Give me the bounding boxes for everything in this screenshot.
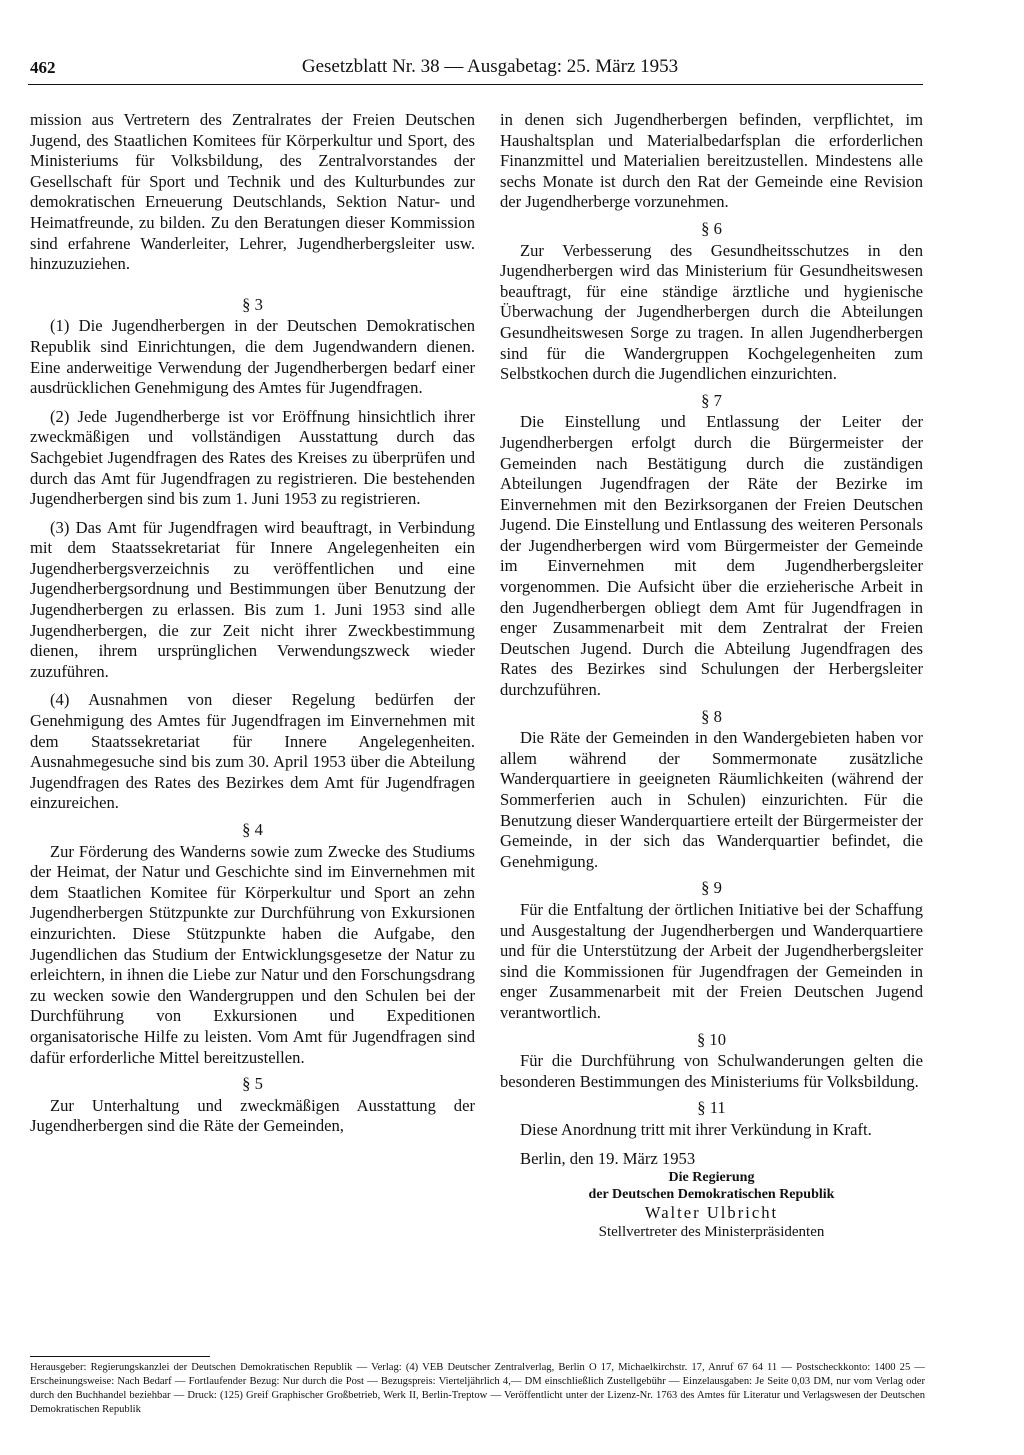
section-heading: § 3 [242,294,263,314]
paragraph: Zur Unterhaltung und zweckmäßigen Ausstattung der Jugendherbergen sind die Räte der Gemeinden, [30,1095,475,1136]
right-column [500,110,923,1242]
signature-authority: Die Regierung [668,1170,755,1186]
section-heading: § 10 [696,1029,727,1049]
paragraph: Für die Entfaltung der örtlichen Initiative bei der Schaffung und Ausgestaltung der Jugendherbergen und Wanderquartiere und für die Unterstützung der Arbeit der Jugendherbergsleiter sind die Kommissionen für Jugendfragen der Gemeinden in enger Zusammenarbeit mit der Freien Deutschen Jugend verantwortlich. [500,899,923,1022]
paragraph: Diese Anordnung tritt mit ihrer Verkündung in Kraft. [520,1119,872,1139]
paragraph: (1) Die Jugendherbergen in der Deutschen Demokratischen Republik sind Einrichtungen, die dem Jugendwandern dienen. Eine anderweitige Verwendung der Jugendherbergen bedarf einer ausdrücklichen Genehmigung des Amtes für Jugendfragen. [30,316,475,398]
section-heading: § 5 [242,1074,263,1094]
imprint: Herausgeber: Regierungskanzlei der Deutschen Demokratischen Republik — Verlag: (4) VEB Deutscher Zentralverlag, Berlin O 17, Michaelkirchstr. 17, Anruf 67 64 11 — Postscheckkonto: 1400 25 — Erscheinungsweise: Nach Bedarf — Fortlaufender Bezug: Nur durch die Post — Bezugspreis: Vierteljährlich 4,— DM einschließlich Zustellgebühr — Einzelausgaben: Je Seite 0,03 DM, nur vom Verlag oder durch den Buchhandel beziehbar — Druck: (125) Greif Graphischer Großbetrieb, Werk II, Berlin-Treptow — Veröffentlicht unter der Lizenz-Nr. 1763 des Amtes für Literatur und Verlagswesen der Deutschen Demokratischen Republik [30,1362,925,1415]
signatory-name: Walter Ulbricht [644,1203,779,1223]
section-heading: § 6 [701,218,722,238]
paragraph: Zur Verbesserung des Gesundheitsschutzes in den Jugendherbergen wird das Ministerium für Gesundheitswesen beauftragt, für eine ständige ärztliche und hygienische Überwachung der Jugendherbergen durch die Abteilungen Gesundheitswesen Sorge zu tragen. In allen Jugendherbergen sind für die Wandergruppen Kochgelegenheiten zum Selbstkochen durch die Jugendlichen einzurichten. [500,240,923,384]
paragraph: in denen sich Jugendherbergen befinden, verpflichtet, im Haushaltsplan und Materialbedarfsplan die erforderlichen Finanzmittel und Materialien bereitzustellen. Mindestens alle sechs Monate ist durch den Rat der Gemeinde eine Revision der Jugendherberge vorzunehmen. [500,110,923,212]
paragraph: Für die Durchführung von Schulwanderungen gelten die besonderen Bestimmungen des Ministeriums für Volksbildung. [500,1051,923,1091]
footer-rule [30,1356,210,1357]
section-heading: § 8 [701,706,722,726]
section-heading: § 7 [701,390,722,410]
paragraph: (2) Jede Jugendherberge ist vor Eröffnung hinsichtlich ihrer zweckmäßigen und vollständigen Ausstattung durch das Sachgebiet Jugendfragen des Rates des Kreises zu überprüfen und durch das Amt für Jugendfragen zu registrieren. Die bestehenden Jugendherbergen sind bis zum 1. Juni 1953 zu registrieren. [30,406,475,509]
page-header: Gesetzblatt Nr. 38 — Ausgabetag: 25. März 1953 [301,56,679,77]
paragraph: mission aus Vertretern des Zentralrates der Freien Deutschen Jugend, des Staatlichen Komitees für Körperkultur und Sport, des Ministeriums für Volksbildung, des Zentralvorstandes der Gesellschaft für Sport und Technik und des Kulturbundes zur demokratischen Erneuerung Deutschlands, Sektion Natur- und Heimatfreunde, zu bilden. Zu den Beratungen dieser Kommission sind erfahrene Wanderleiter, Lehrer, Jugendherbergsleiter usw. hinzuzuziehen. [30,110,475,274]
signature-authority: der Deutschen Demokratischen Republik [588,1187,835,1203]
section-heading: § 4 [242,820,263,839]
paragraph: Zur Förderung des Wanderns sowie zum Zwecke des Studiums der Heimat, der Natur und Geschichte sind im Einvernehmen mit dem Staatlichen Komitee für Körperkultur und Sport an zehn Jugendherbergen Stützpunkte zur Durchführung von Exkursionen einzurichten. Diese Stützpunkte haben die Aufgabe, den Jugendlichen das Studium der Entwicklungsgesetze der Natur zu erleichtern, in ihnen die Liebe zur Natur und den Forschungsdrang zu wecken sowie den Wandergruppen und den Schulen bei der Durchführung von Exkursionen und Expeditionen organisatorische Hilfe zu leisten. Vom Amt für Jugendfragen sind dafür erforderliche Mittel bereitzustellen. [30,841,475,1067]
section-heading: § 9 [701,878,722,898]
page-number: 462 [30,58,56,77]
paragraph: (4) Ausnahmen von dieser Regelung bedürfen der Genehmigung des Amtes für Jugendfragen im Einvernehmen mit dem Staatssekretariat für Innere Angelegenheiten. Ausnahmegesuche sind bis zum 30. April 1953 über die Abteilung Jugendfragen des Rates des Bezirkes dem Amt für Jugendfragen einzureichen. [30,690,475,813]
section-heading: § 11 [697,1098,726,1118]
paragraph: Die Einstellung und Entlassung der Leiter der Jugendherbergen erfolgt durch die Bürgermeister der Gemeinden nach Bestätigung durch die zuständigen Abteilungen Jugendfragen der Räte der Bezirke im Einvernehmen mit den Bezirksorganen der Freien Deutschen Jugend. Die Einstellung und Entlassung des weiteren Personals der Jugendherbergen wird vom Bürgermeister der Gemeinde im Einvernehmen mit dem Jugendherbergsleiter vorgenommen. Die Aufsicht über die erzieherische Arbeit in den Jugendherbergen obliegt dem Amt für Jugendfragen in enger Zusammenarbeit mit dem Zentralrat der Freien Deutschen Jugend. Durch die Abteilung Jugendfragen des Rates des Bezirkes sind Schulungen der Herbergsleiter durchzuführen. [500,412,923,700]
place-date: Berlin, den 19. März 1953 [520,1148,696,1168]
left-column [30,110,475,1137]
signatory-title: Stellvertreter des Ministerpräsidenten [598,1224,825,1241]
paragraph: Die Räte der Gemeinden in den Wandergebieten haben vor allem während der Sommermonate zusätzliche Wanderquartiere in geeigneten Räumlichkeiten (während der Sommerferien auch in Schulen) einzurichten. Für die Benutzung dieser Wanderquartiere erteilt der Bürgermeister der Gemeinde, in der sich das Wanderquartier befindet, die Genehmigung. [500,728,923,871]
paragraph: (3) Das Amt für Jugendfragen wird beauftragt, in Verbindung mit dem Staatssekretariat für Innere Angelegenheiten ein Jugendherbergsverzeichnis zu veröffentlichen und eine Jugendherbergsordnung und Bestimmungen über Benutzung der Jugendherbergen zu erlassen. Bis zum 1. Juni 1953 sind alle Jugendherbergen, die zur Zeit nicht ihrer Zweckbestimmung dienen, ihrem ursprünglichen Verwendungszweck wieder zuzuführen. [30,517,475,681]
header-rule [28,84,923,85]
